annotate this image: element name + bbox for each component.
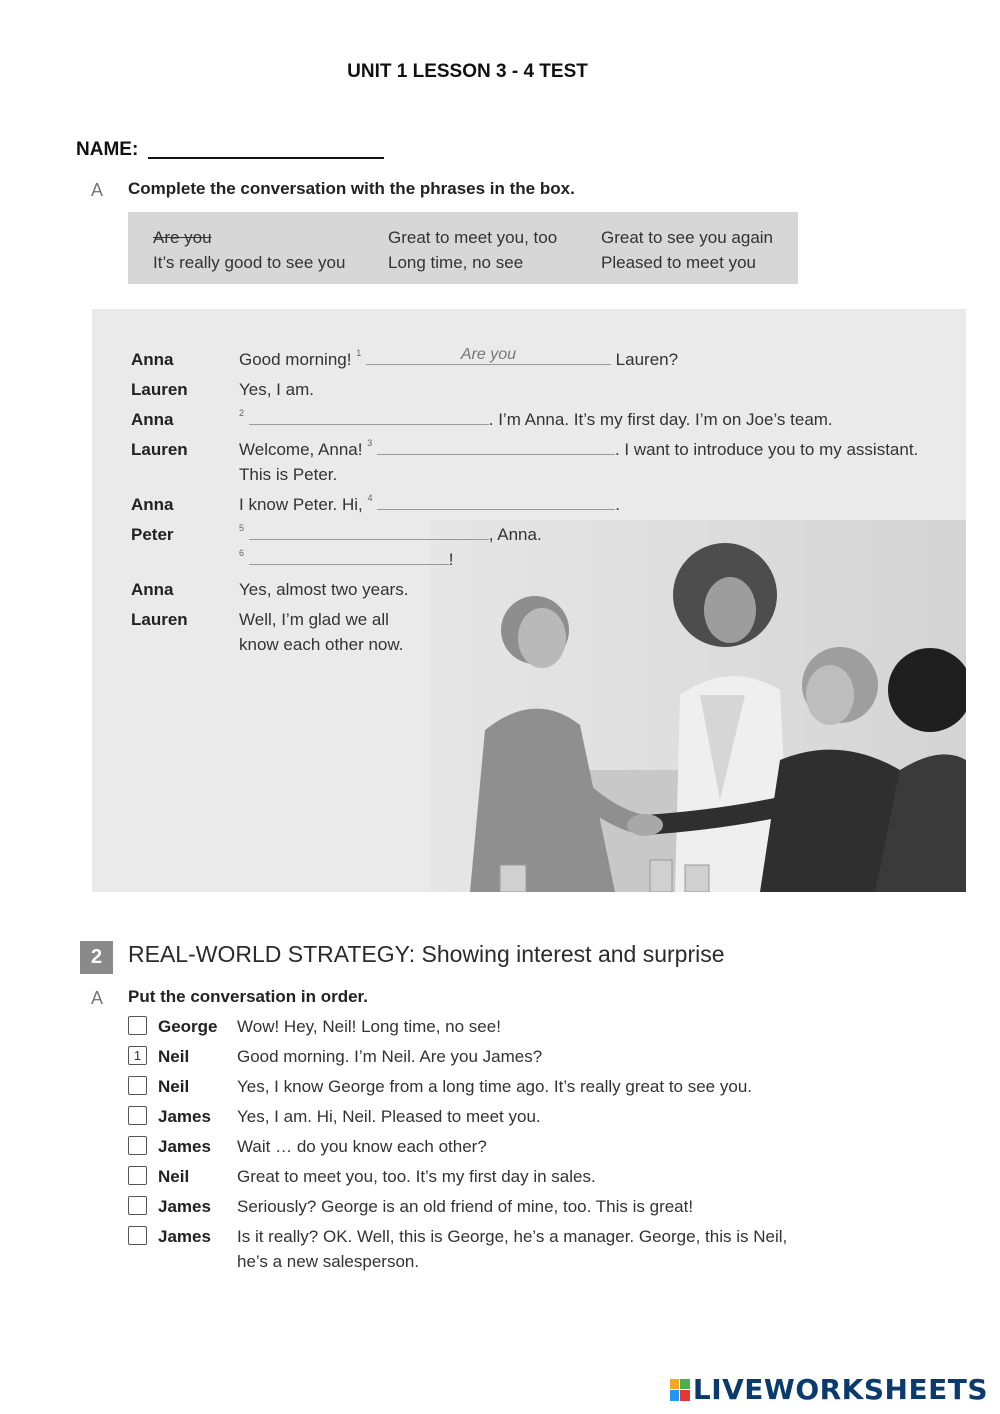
speaker-name: Anna bbox=[131, 350, 174, 369]
blank-3[interactable] bbox=[377, 440, 615, 455]
phrase-item: It’s really good to see you bbox=[153, 253, 346, 272]
order-speaker: James bbox=[158, 1197, 211, 1216]
order-text: Great to meet you, too. It’s my first day in sales. bbox=[237, 1167, 596, 1186]
meeting-photo bbox=[430, 520, 966, 892]
dialog-line-5: I know Peter. Hi, $^4$ . bbox=[239, 493, 620, 514]
order-text: Is it really? OK. Well, this is George, he’s a manager. George, this is Neil, bbox=[237, 1227, 788, 1246]
order-speaker: George bbox=[158, 1017, 218, 1036]
blank-6[interactable] bbox=[249, 550, 449, 565]
logo-icon bbox=[670, 1379, 690, 1401]
dialog-line-9a: Well, I’m glad we all bbox=[239, 610, 389, 629]
order-speaker: James bbox=[158, 1227, 211, 1246]
order-checkbox[interactable] bbox=[128, 1166, 147, 1185]
order-checkbox[interactable] bbox=[128, 1106, 147, 1125]
section-instruction: Put the conversation in order. bbox=[128, 987, 368, 1006]
order-text: Good morning. I’m Neil. Are you James? bbox=[237, 1047, 543, 1066]
section-a-instruction: Complete the conversation with the phrases in the box. bbox=[128, 179, 575, 198]
speaker-name: Anna bbox=[131, 495, 174, 514]
dialog-line-1: Good morning! $^1$ Are you Lauren? bbox=[239, 346, 679, 369]
name-label: NAME: bbox=[76, 139, 139, 160]
phrase-item: Great to meet you, too bbox=[388, 228, 558, 247]
blank-2[interactable] bbox=[249, 410, 489, 425]
speaker-name: Peter bbox=[131, 525, 174, 544]
order-text: Yes, I am. Hi, Neil. Pleased to meet you. bbox=[237, 1107, 541, 1126]
order-speaker: Neil bbox=[158, 1047, 190, 1066]
order-checkbox[interactable] bbox=[128, 1196, 147, 1215]
blank-4[interactable] bbox=[377, 495, 615, 510]
section-a-letter: A bbox=[91, 988, 104, 1008]
order-text: Yes, I know George from a long time ago. It’s really great to see you. bbox=[237, 1077, 752, 1096]
page-title: UNIT 1 LESSON 3 - 4 TEST bbox=[347, 61, 588, 82]
name-input-line[interactable] bbox=[148, 157, 384, 159]
speaker-name: Lauren bbox=[131, 440, 188, 459]
order-text: Wow! Hey, Neil! Long time, no see! bbox=[237, 1017, 501, 1036]
order-checkbox[interactable] bbox=[128, 1016, 147, 1035]
dialog-line-7: $^6$ ! bbox=[239, 548, 454, 569]
order-speaker: James bbox=[158, 1107, 211, 1126]
dialog-line-3: $^2$ . I’m Anna. It’s my first day. I’m on Joe’s team. bbox=[239, 408, 833, 429]
speaker-name: Lauren bbox=[131, 380, 188, 399]
speaker-name: Lauren bbox=[131, 610, 188, 629]
blank-5[interactable] bbox=[249, 525, 489, 540]
dialog-line-6: $^5$ , Anna. bbox=[239, 523, 542, 544]
order-speaker: James bbox=[158, 1137, 211, 1156]
dialog-line-4b: This is Peter. bbox=[239, 465, 338, 484]
phrase-item: Pleased to meet you bbox=[601, 253, 756, 272]
order-text: Wait … do you know each other? bbox=[237, 1137, 487, 1156]
order-text: Seriously? George is an old friend of mine, too. This is great! bbox=[237, 1197, 694, 1216]
order-speaker: Neil bbox=[158, 1167, 190, 1186]
phrase-item: Long time, no see bbox=[388, 253, 524, 272]
dialog-line-4: Welcome, Anna! $^3$ . I want to introduce you to my assistant. bbox=[239, 438, 919, 459]
phrase-box bbox=[128, 212, 798, 284]
order-checkbox[interactable] bbox=[128, 1136, 147, 1155]
phrase-item: Great to see you again bbox=[601, 228, 774, 247]
section-title: REAL-WORLD STRATEGY: Showing interest and surprise bbox=[128, 941, 725, 967]
order-text-continued: he’s a new salesperson. bbox=[237, 1252, 420, 1271]
section-number-badge: 2 bbox=[80, 941, 113, 974]
blank-1[interactable]: Are you bbox=[366, 350, 611, 365]
dialog-line-2: Yes, I am. bbox=[239, 380, 314, 399]
order-checkbox[interactable] bbox=[128, 1076, 147, 1095]
section-a-letter: A bbox=[91, 180, 104, 200]
speaker-name: Anna bbox=[131, 580, 174, 599]
speaker-name: Anna bbox=[131, 410, 174, 429]
order-speaker: Neil bbox=[158, 1077, 190, 1096]
dialog-line-8: Yes, almost two years. bbox=[239, 580, 409, 599]
phrase-item: Are you bbox=[153, 228, 212, 247]
dialog-line-9b: know each other now. bbox=[239, 635, 404, 654]
order-checkbox[interactable] bbox=[128, 1226, 147, 1245]
order-checkbox[interactable]: 1 bbox=[128, 1046, 147, 1065]
liveworksheets-logo: LIVEWORKSHEETS bbox=[670, 1373, 988, 1406]
